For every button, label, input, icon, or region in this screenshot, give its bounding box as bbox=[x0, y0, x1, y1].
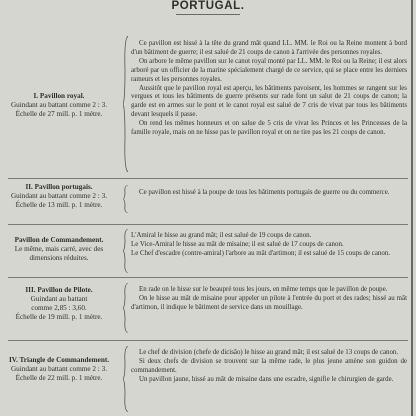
section-1-paragraph: On rend les mêmes honneurs et on salue de 5 cris de vivat les Princes et les Princesses de la famille royale, mais on ne hisse pas le pavillon royal et on ne tire pas les 21 coups de canon. bbox=[131, 120, 407, 137]
page-title: PORTUGAL. bbox=[171, 0, 245, 12]
section-command-name: Pavillon de Commandement. bbox=[14, 236, 104, 244]
section-2-scale: Échelle de 13 mill. p. 1 mètre. bbox=[15, 200, 103, 209]
section-3-paragraph: En rade on le hisse sur le beaupré tous les jours, en même temps que le pavillon de poupe. bbox=[139, 286, 388, 293]
section-command-paragraph: L'Amiral le hisse au grand mât; il est salué de 19 coups de canon. bbox=[131, 232, 312, 239]
section-divider bbox=[8, 224, 408, 225]
section-1-paragraph: Ce pavillon est hissé à la tête du grand mât quand LL. MM. le Roi ou la Reine montent à bord d'un bâtiment de guerre; il est salué de 21 coups de canon à l'arrivée des personnes royales. bbox=[131, 40, 407, 56]
section-4-text bbox=[131, 349, 407, 385]
section-2-name: II. Pavillon portugais. bbox=[25, 183, 93, 191]
section-4-label bbox=[0, 356, 118, 383]
section-1-label bbox=[0, 92, 118, 119]
title-underline bbox=[176, 14, 240, 15]
section-4-paragraph: Le chef de division (chefe de dicisão) le hisse au grand mât; il est salué de 13 coups de canon. bbox=[139, 349, 399, 356]
section-2-text bbox=[131, 189, 407, 198]
section-2-label bbox=[0, 183, 118, 210]
section-2-paragraph: Ce pavillon est hissé à la poupe de tous les bâtiments portugais de guerre ou du commerce. bbox=[139, 189, 390, 196]
section-3-text bbox=[131, 286, 407, 313]
section-3-scale: Échelle de 19 mill. p. 1 mètre. bbox=[15, 312, 103, 321]
section-command-brace bbox=[123, 229, 129, 273]
page-edge bbox=[411, 0, 413, 416]
section-2-brace bbox=[123, 185, 129, 213]
section-divider bbox=[8, 178, 408, 179]
section-1-ratio: Guindant au battant comme 2 : 3. bbox=[10, 100, 107, 109]
section-command-text bbox=[131, 232, 407, 259]
section-3-paragraph: On le hisse au mât de misaine pour appeler un pilote à l'entrée du port et des rades; hissé au mât d'artimon, il indique le bâtiment de service dans un mouillage. bbox=[131, 294, 407, 311]
section-1-paragraph: Aussitôt que le pavillon royal est aperçu, les bâtiments pavoisent, les hommes se rangent sur les vergues et tous les bâtiments de guerre présents sur rade font un salut de 21 coups de canon; la garde est en armes sur le pont et le canot royal est salué de 7 cris de vivat par tous les bâtiments devant lesquels il passe. bbox=[131, 84, 407, 119]
section-divider bbox=[8, 340, 408, 341]
section-4-paragraph: Un pavillon jaune, hissé au mât de misaine dans une escadre, signifie le chirurgien de garde. bbox=[139, 375, 394, 383]
section-command-label bbox=[0, 236, 118, 263]
section-3-brace bbox=[123, 283, 129, 333]
section-3-name: III. Pavillon de Pilote. bbox=[25, 286, 93, 294]
section-4-brace bbox=[123, 346, 129, 412]
section-4-scale: Échelle de 22 mill. p. 1 mètre. bbox=[15, 373, 103, 382]
section-divider bbox=[8, 277, 408, 278]
section-3-ratio-b: comme 2,85 : 3,60. bbox=[31, 303, 87, 312]
section-command-paragraph: Le Chef d'escadre (contre-amiral) l'arbore au mât d'artimon; il est salué de 15 coups de canon. bbox=[131, 249, 390, 257]
section-1-paragraph: On arbore le même pavillon sur le canot royal monté par LL. MM. le Roi ou la Reine; il est alors arboré par un officier de la marine spécialement chargé de ce service, qui se place entre les derniers rameurs et les personnes royales. bbox=[131, 57, 407, 83]
section-1-name: I. Pavillon royal. bbox=[33, 92, 85, 100]
section-1-text bbox=[131, 40, 407, 138]
section-1-scale: Échelle de 27 mill. p. 1 mètre. bbox=[15, 109, 103, 118]
section-command-paragraph: Le Vice-Amiral le hisse au mât de misaine; il est salué de 17 coups de canon. bbox=[131, 240, 344, 248]
section-4-name: IV. Triangle de Commandement. bbox=[8, 356, 110, 364]
section-4-paragraph: Si deux chefs de division se trouvent sur la même rade, le plus jeune amène son guidon de commandement. bbox=[131, 357, 407, 374]
section-1-brace bbox=[123, 36, 129, 172]
section-4-ratio: Guindant au battant comme 2 : 3. bbox=[10, 364, 107, 373]
section-command-desc: Le même, mais carré, avec des dimensions réduites. bbox=[14, 244, 104, 262]
section-2-ratio: Guindant au battant comme 2 : 3. bbox=[10, 191, 107, 200]
section-3-ratio-a: Guindant au battant bbox=[30, 294, 88, 303]
section-3-label bbox=[0, 286, 118, 322]
